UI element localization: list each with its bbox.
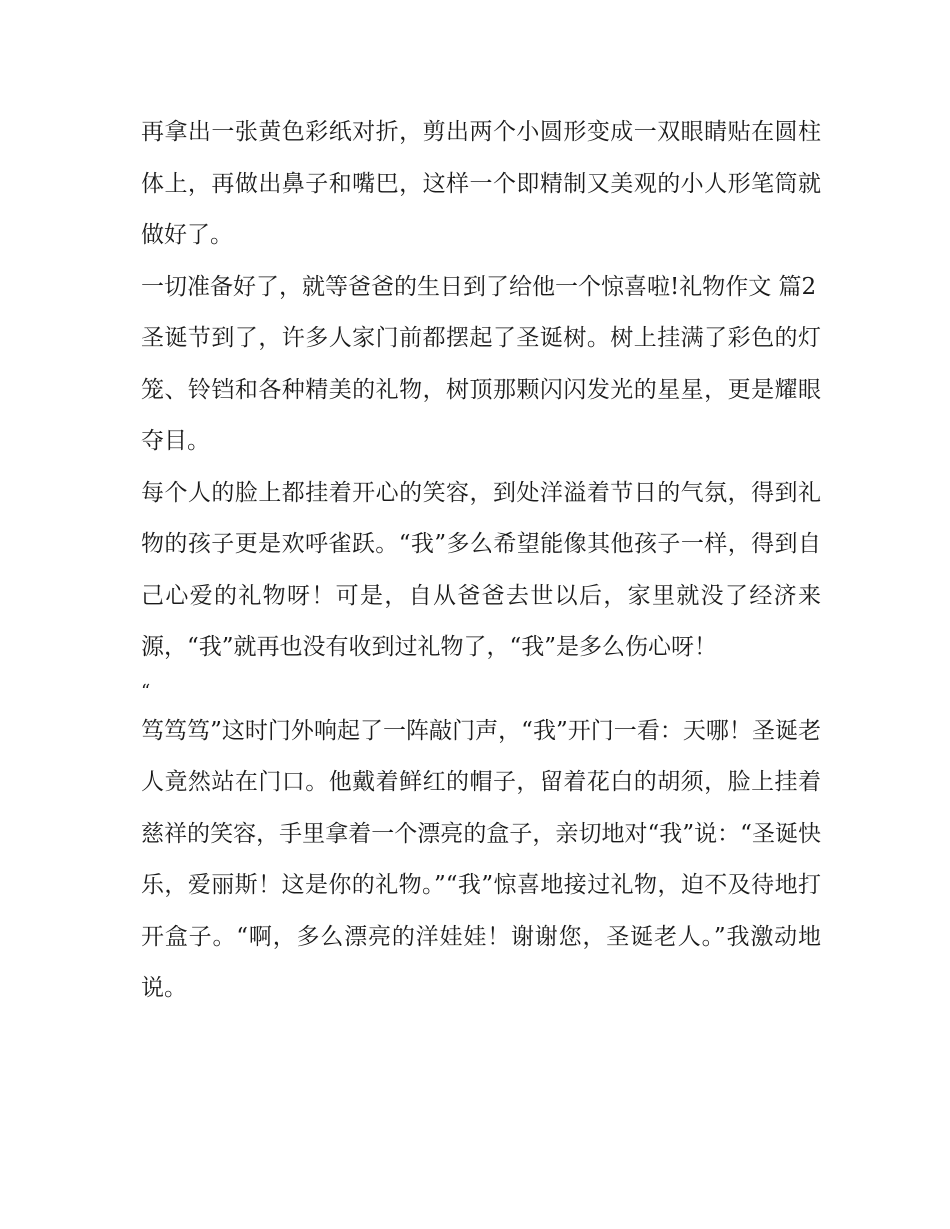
paragraph-santa-visit: 笃笃笃”这时门外响起了一阵敲门声，“我”开门一看：天哪！圣诞老人竟然站在门口。他戴着鲜红的帽子，留着花白的胡须，脸上挂着慈祥的笑容，手里拿着一个漂亮的盒子，亲切地对“我”说：“圣诞快乐，爱丽斯！这是你的礼物。”“我”惊喜地接过礼物，迫不及待地打开盒子。“啊，多么漂亮的洋娃娃！谢谢您，圣诞老人。”我激动地说。: [141, 717, 821, 1001]
paragraph-opening-quote: “: [141, 680, 151, 702]
paragraph-wish-for-gift: 每个人的脸上都挂着开心的笑容，到处洋溢着节日的气氛，得到礼物的孩子更是欢呼雀跃。“我”多么希望能像其他孩子一样，得到自己心爱的礼物呀！可是，自从爸爸去世以后，家里就没了经济来源，“我”就再也没有收到过礼物了，“我”是多么伤心呀！: [141, 479, 821, 660]
paragraph-christmas-tree: 圣诞节到了，许多人家门前都摆起了圣诞树。树上挂满了彩色的灯笼、铃铛和各种精美的礼物，树顶那颗闪闪发光的星星，更是耀眼夺目。: [141, 325, 821, 454]
paragraph-pen-holder: 再拿出一张黄色彩纸对折，剪出两个小圆形变成一双眼睛贴在圆柱体上，再做出鼻子和嘴巴，这样一个即精制又美观的小人形笔筒就做好了。: [141, 119, 821, 248]
document-body: [141, 107, 821, 1015]
paragraph-ready-surprise: 一切准备好了，就等爸爸的生日到了给他一个惊喜啦!礼物作文 篇2: [141, 273, 817, 300]
